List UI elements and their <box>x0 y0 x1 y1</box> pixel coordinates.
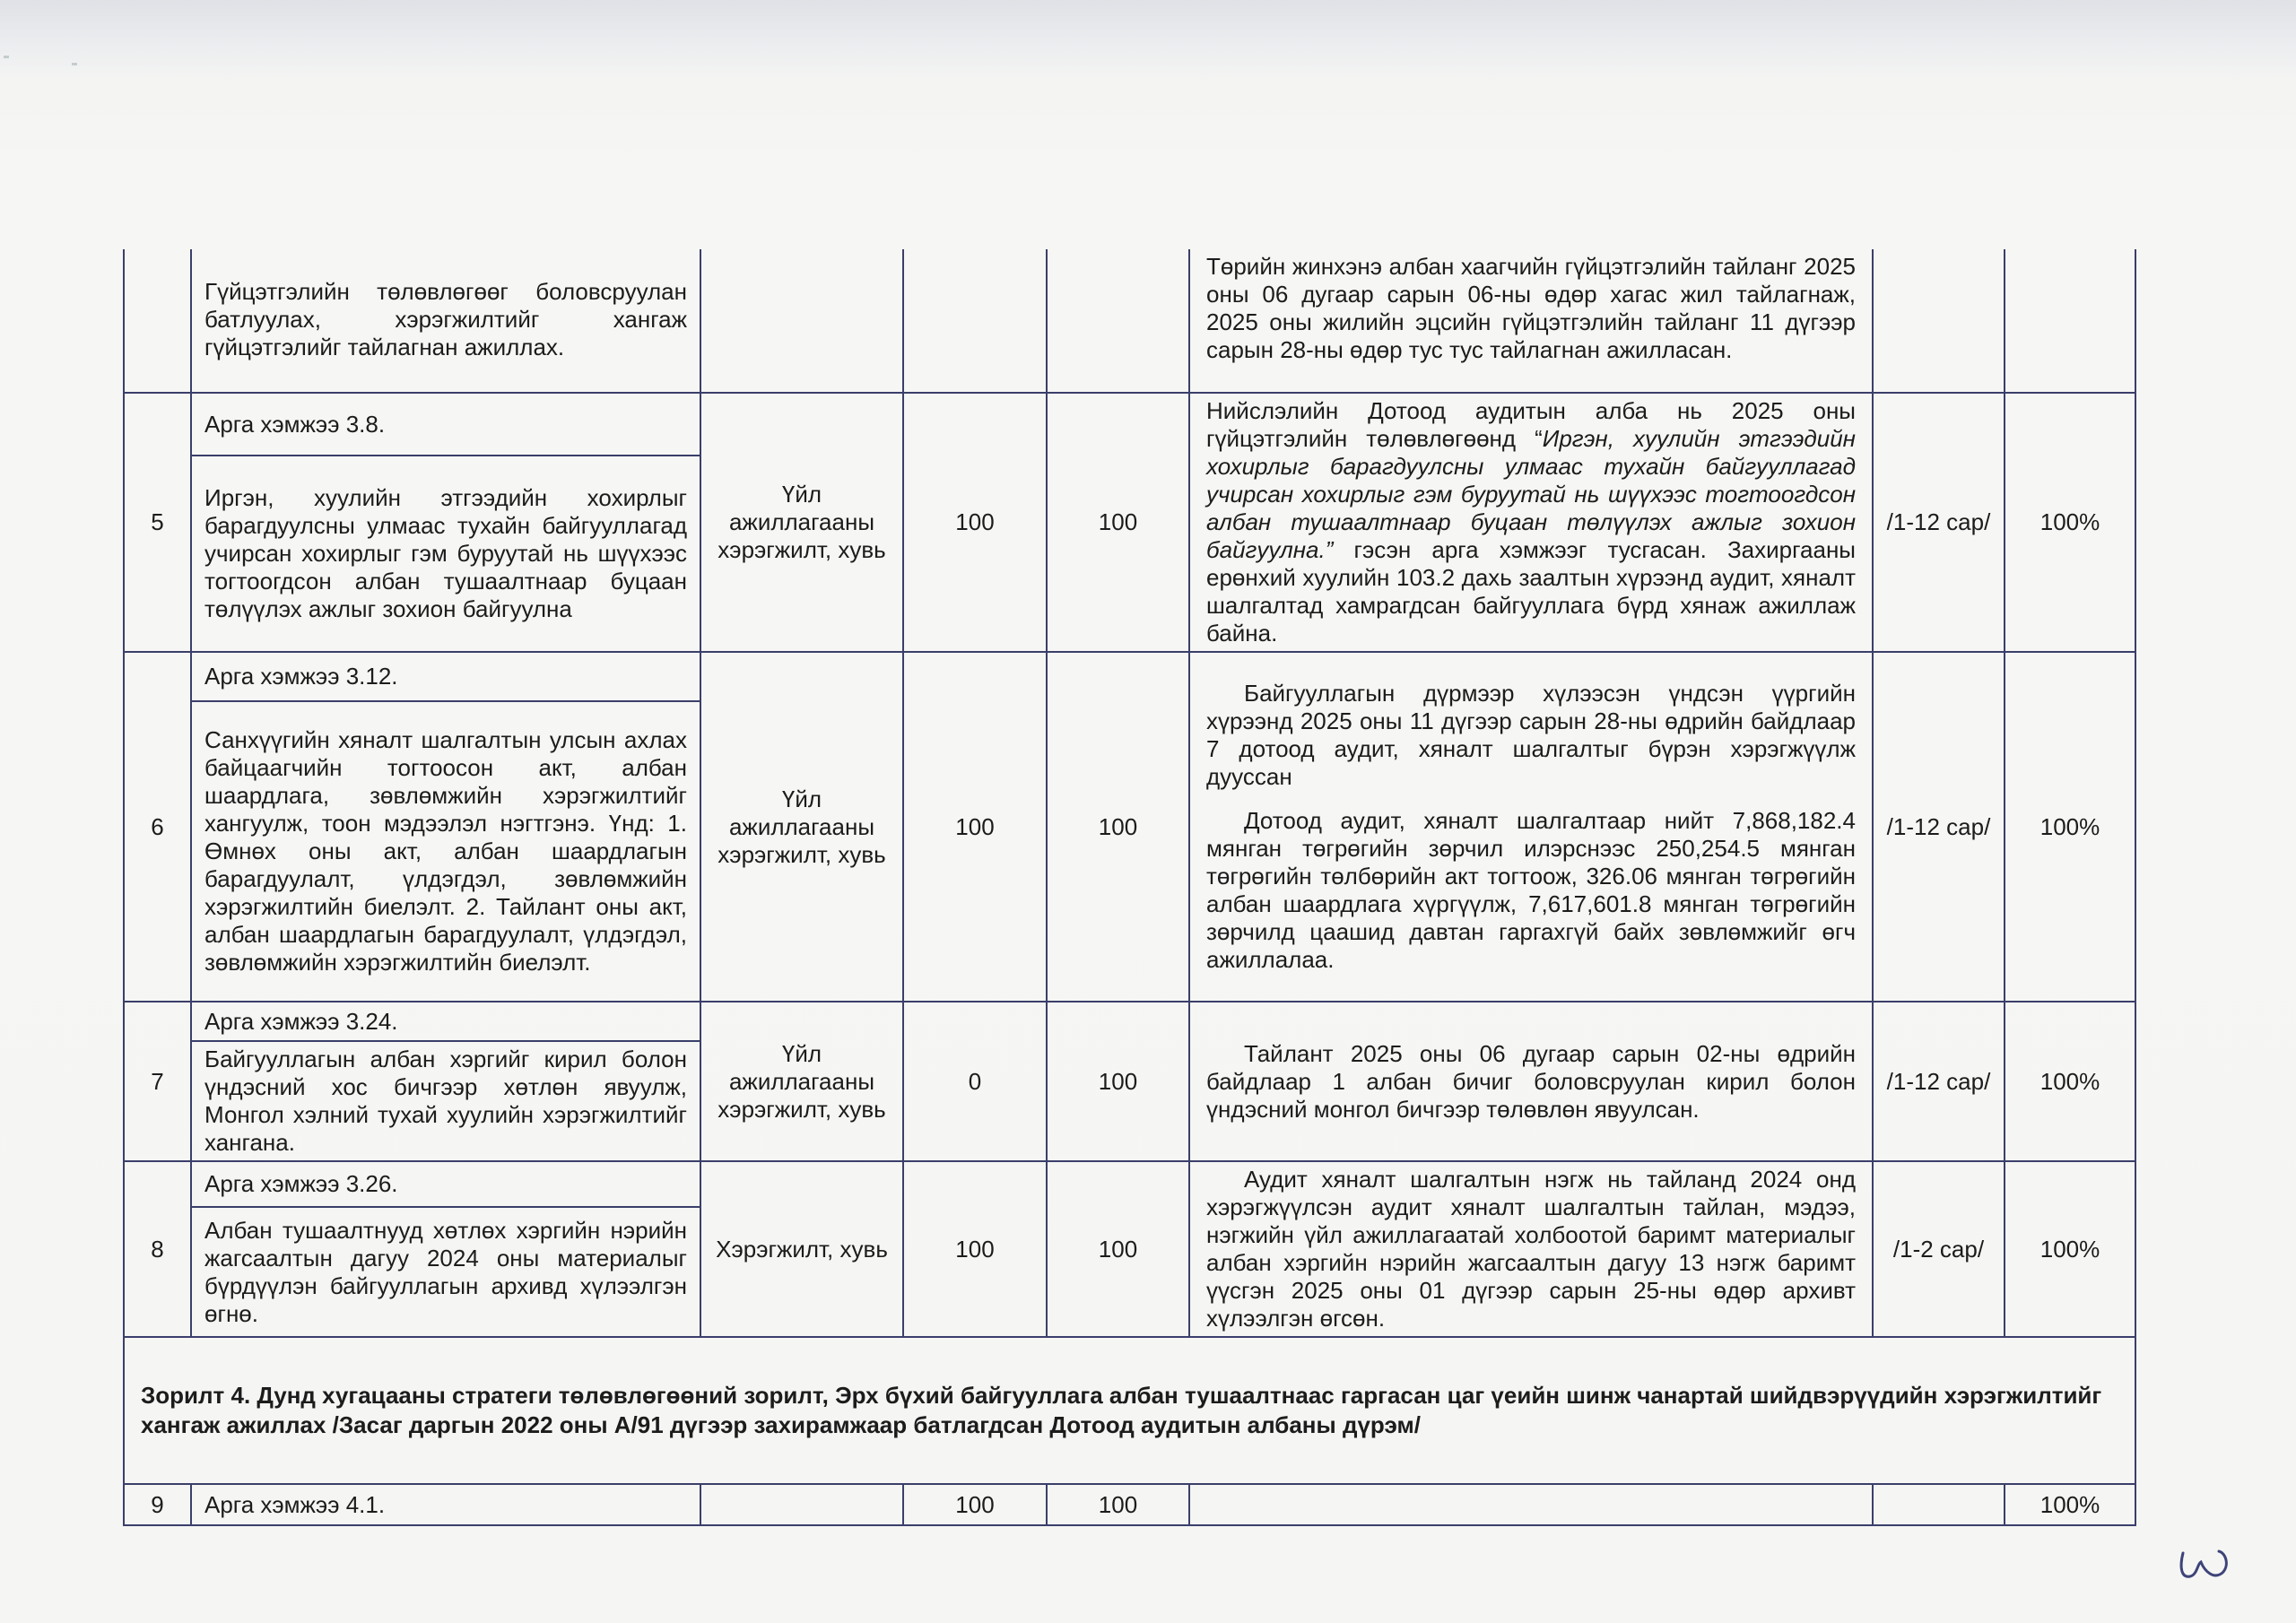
baseline-cell: 100 <box>903 652 1047 1002</box>
percent-cell: 100% <box>2005 393 2135 652</box>
baseline-cell <box>903 249 1047 393</box>
percent-cell: 100% <box>2005 652 2135 1002</box>
activity-title-cell: Арга хэмжээ 3.26. <box>191 1161 700 1207</box>
activity-text-cell: Иргэн, хуулийн этгээдийн хохирлыг барагдуулсны улмаас тухайн байгууллагад учирсан хохирлыг гэм буруутай нь шүүхээс тогтоогдсон албан тушаалтнаар буцаан төлүүлэх ажлыг зохион байгуулна <box>191 456 700 652</box>
row-number-cell <box>124 249 191 393</box>
row-number-cell: 7 <box>124 1002 191 1161</box>
period-cell <box>1873 249 2005 393</box>
indicator-cell: Үйл ажиллагааны хэрэгжилт, хувь <box>700 652 903 1002</box>
baseline-cell: 100 <box>903 393 1047 652</box>
result-cell <box>1189 393 1873 652</box>
scan-speck <box>4 56 9 58</box>
indicator-cell <box>700 249 903 393</box>
result-cell: Аудит хяналт шалгалтын нэгж нь тайланд 2024 онд хэрэгжүүлсэн аудит хяналт шалгалтын тайлан, мэдээ, нэгжийн үйл ажиллагаатай холбоотой баримт материалыг албан хэргийн нэрийн жагсаалтын дагуу 13 нэгж баримт үүсгэн 2025 оны 01 дүгээр сарын 25-ны өдөр архивт хүлээлгэн өгсөн. <box>1189 1161 1873 1337</box>
activity-text-cell: Албан тушаалтнууд хөтлөх хэргийн нэрийн жагсаалтын дагуу 2024 оны материалыг бүрдүүлэн байгууллагын архивд хүлээлгэн өгнө. <box>191 1207 700 1337</box>
activity-text-cell: Байгууллагын албан хэргийг кирил болон үндэсний хос бичгээр хөтлөн явуулж, Монгол хэлний тухай хуулийн хэрэгжилтийг хангана. <box>191 1041 700 1161</box>
baseline-cell: 100 <box>903 1161 1047 1337</box>
result-cell: Тайлант 2025 оны 06 дугаар сарын 02-ны өдрийн байдлаар 1 албан бичиг боловсруулан кирил болон үндэсний монгол бичгээр төлөвлөн явуулсан. <box>1189 1002 1873 1161</box>
row-number-cell: 9 <box>124 1484 191 1525</box>
indicator-cell: Хэрэгжилт, хувь <box>700 1161 903 1337</box>
target-cell: 100 <box>1047 1484 1189 1525</box>
row-number-cell: 8 <box>124 1161 191 1337</box>
activity-title-cell: Арга хэмжээ 3.8. <box>191 393 700 456</box>
result-cell <box>1189 652 1873 1002</box>
period-cell: /1-2 сар/ <box>1873 1161 2005 1337</box>
goal-heading: Зорилт 4. Дунд хугацааны стратеги төлөвлөгөөний зорилт, Эрх бүхий байгууллага албан тушаалтнаас гаргасан цаг үеийн шинж чанартай шийдвэрүүдийн хэрэгжилтийг хангаж ажиллах /Засаг даргын 2022 оны А/91 дүгээр захирамжаар батлагдсан Дотоод аудитын албаны дүрэм/ <box>124 1337 2135 1484</box>
row-number-cell: 6 <box>124 652 191 1002</box>
period-cell: /1-12 сар/ <box>1873 652 2005 1002</box>
row-number-cell: 5 <box>124 393 191 652</box>
target-cell: 100 <box>1047 1161 1189 1337</box>
indicator-cell: Үйл ажиллагааны хэрэгжилт, хувь <box>700 393 903 652</box>
table-row <box>124 393 2135 456</box>
percent-cell: 100% <box>2005 1002 2135 1161</box>
percent-cell: 100% <box>2005 1161 2135 1337</box>
percent-cell <box>2005 249 2135 393</box>
indicator-cell <box>700 1484 903 1525</box>
baseline-cell: 0 <box>903 1002 1047 1161</box>
scan-top-shadow <box>0 0 2296 81</box>
target-cell: 100 <box>1047 652 1189 1002</box>
activity-title-cell: Арга хэмжээ 4.1. <box>191 1484 700 1525</box>
baseline-cell: 100 <box>903 1484 1047 1525</box>
activity-title-cell: Арга хэмжээ 3.12. <box>191 652 700 701</box>
activity-report-table <box>123 249 2136 1526</box>
activity-text-cell: Санхүүгийн хяналт шалгалтын улсын ахлах байцаагчийн тогтоосон акт, албан шаардлага, зөвлөмжийн хэрэгжилтийг хангуулж, тоон мэдээлэл нэгтгэнэ. Үнд: 1. Өмнөх оны акт, албан шаардлагын барагдуулалт, үлдэгдэл, зөвлөмжийн хэрэгжилтийн биелэлт. 2. Тайлант оны акт, албан шаардлагын барагдуулалт, үлдэгдэл, зөвлөмжийн хэрэгжилтийн биелэлт. <box>191 701 700 1002</box>
result-cell <box>1189 1484 1873 1525</box>
result-text: Нийслэлийн Дотоод аудитын алба нь 2025 оны гүйцэтгэлийн төлөвлөгөөнд “ <box>1206 397 1856 452</box>
result-text: гэсэн арга хэмжээг тусгасан. Захиргааны ерөнхий хуулийн 103.2 дахь заалтын хүрээнд аудит, хяналт шалгалтад хамрагдсан байгууллага бүрд хянаж ажиллаж байна. <box>1206 536 1856 647</box>
target-cell <box>1047 249 1189 393</box>
goal-row <box>124 1337 2135 1484</box>
period-cell: /1-12 сар/ <box>1873 1002 2005 1161</box>
result-quote: Иргэн, хуулийн этгээдийн хохирлыг барагдуулсны улмаас тухайн байгууллагад учирсан хохирлыг гэм буруутай нь шүүхээс тогтоогдсон албан тушаалтнаар буцаан төлүүлэх ажлыг зохион байгуулна.” <box>1206 425 1856 563</box>
period-cell: /1-12 сар/ <box>1873 393 2005 652</box>
period-cell <box>1873 1484 2005 1525</box>
scan-speck <box>72 63 77 65</box>
activity-text-cell: Гүйцэтгэлийн төлөвлөгөөг боловсруулан батлуулах, хэрэгжилтийг хангаж гүйцэтгэлийг тайлагнан ажиллах. <box>191 249 700 393</box>
table-row <box>124 1161 2135 1207</box>
percent-cell: 100% <box>2005 1484 2135 1525</box>
indicator-cell: Үйл ажиллагааны хэрэгжилт, хувь <box>700 1002 903 1161</box>
table-row <box>124 1002 2135 1041</box>
table-row <box>124 652 2135 701</box>
handwritten-page-number <box>2178 1544 2240 1584</box>
table-row <box>124 1484 2135 1525</box>
result-paragraph: Байгууллагын дүрмээр хүлээсэн үндсэн үүргийн хүрээнд 2025 оны 11 дүгээр сарын 28-ны өдрийн байдлаар 7 дотоод аудит, хяналт шалгалтыг бүрэн хэрэгжүүлж дууссан <box>1206 680 1856 790</box>
target-cell: 100 <box>1047 393 1189 652</box>
activity-title-cell: Арга хэмжээ 3.24. <box>191 1002 700 1041</box>
table-row <box>124 249 2135 393</box>
target-cell: 100 <box>1047 1002 1189 1161</box>
result-cell: Төрийн жинхэнэ албан хаагчийн гүйцэтгэлийн тайланг 2025 оны 06 дугаар сарын 06-ны өдөр хагас жил тайлагнаж, 2025 оны жилийн эцсийн гүйцэтгэлийн тайланг 11 дүгээр сарын 28-ны өдөр тус тус тайлагнан ажилласан. <box>1189 249 1873 393</box>
result-paragraph: Дотоод аудит, хяналт шалгалтаар нийт 7,868,182.4 мянган төгрөгийн зөрчил илэрснээс 250,254.5 мянган төгрөгийн төлбөрийн акт тогтоож, 326.06 мянган төгрөгийн албан шаардлага хүргүүлж, 7,617,601.8 мянган төгрөгийн зөрчилд цаашид давтан гаргахгүй байх зөвлөмжийг өгч ажиллалаа. <box>1206 807 1856 973</box>
